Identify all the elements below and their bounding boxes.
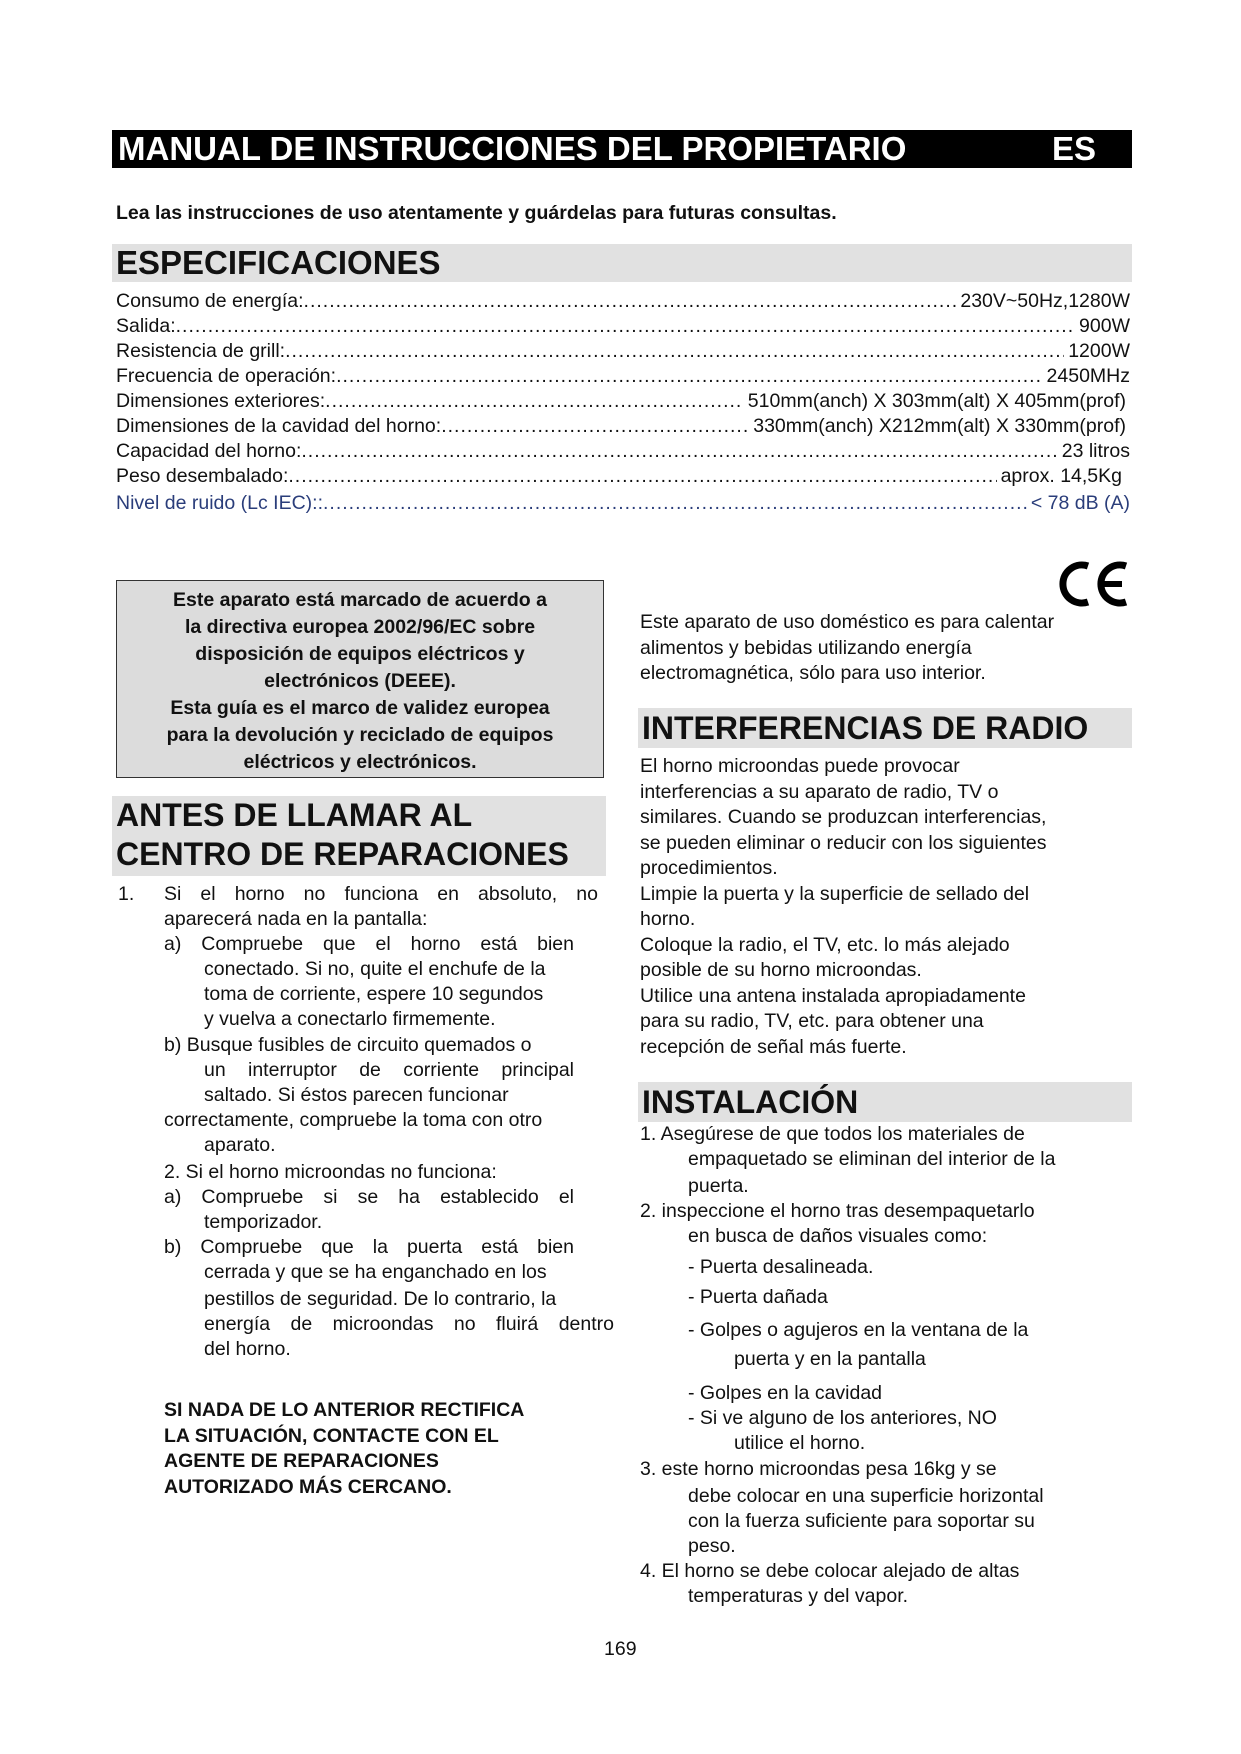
ce-mark-icon	[1052, 556, 1132, 612]
list-item: con la fuerza suficiente para soportar su	[688, 1510, 1035, 1532]
weee-line: Este aparato está marcado de acuerdo a	[173, 589, 547, 611]
list-item: - Puerta desalineada.	[688, 1256, 874, 1278]
list-item: empaquetado se eliminan del interior de la	[688, 1148, 1056, 1170]
spec-value: 510mm(anch) X 303mm(alt) X 405mm(prof)	[747, 390, 1126, 412]
list-item: Si el horno no funciona en absoluto, no	[164, 883, 598, 905]
list-item: toma de corriente, espere 10 segundos	[204, 983, 544, 1005]
list-item: en busca de daños visuales como:	[688, 1225, 988, 1247]
specs-heading: ESPECIFICACIONES	[112, 244, 1132, 282]
spec-label: Dimensiones de la cavidad del horno:	[116, 415, 442, 437]
spec-label: Salida:	[116, 315, 176, 337]
spec-row	[116, 364, 1130, 389]
list-item: puerta y en la pantalla	[734, 1348, 926, 1370]
weee-line: disposición de equipos eléctricos y	[195, 643, 525, 665]
list-item: saltado. Si éstos parecen funcionar	[204, 1084, 509, 1106]
list-item: b) Busque fusibles de circuito quemados o	[164, 1034, 532, 1056]
list-item: - Si ve alguno de los anteriores, NO	[688, 1407, 997, 1429]
spec-label: Resistencia de grill:	[116, 340, 286, 362]
spec-value: < 78 dB (A)	[1030, 492, 1130, 514]
spec-value: 2450MHz	[1046, 365, 1130, 387]
spec-label: Consumo de energía:	[116, 290, 304, 312]
list-item: - Golpes en la cavidad	[688, 1382, 883, 1404]
list-item: temperaturas y del vapor.	[688, 1585, 909, 1607]
list-item: del horno.	[204, 1338, 291, 1360]
list-item: 3. este horno microondas pesa 16kg y se	[640, 1458, 997, 1480]
list-item: 1. Asegúrese de que todos los materiales de	[640, 1123, 1025, 1145]
spec-value: 230V~50Hz,1280W	[960, 290, 1130, 312]
list-item: y vuelva a conectarlo firmemente.	[204, 1008, 496, 1030]
weee-line: electrónicos (DEEE).	[264, 670, 456, 692]
list-item: 1.	[118, 883, 135, 905]
radio-heading: INTERFERENCIAS DE RADIO	[638, 708, 1132, 748]
page-title: MANUAL DE INSTRUCCIONES DEL PROPIETARIO	[118, 130, 907, 167]
spec-row	[116, 289, 1130, 314]
spec-value: 330mm(anch) X212mm(alt) X 330mm(prof)	[753, 415, 1126, 437]
weee-line: la directiva europea 2002/96/EC sobre	[184, 616, 536, 638]
spec-row	[116, 464, 1122, 489]
list-item: conectado. Si no, quite el enchufe de la	[204, 958, 546, 980]
spec-label: Nivel de ruido (Lc IEC)::	[116, 492, 323, 514]
spec-label: Capacidad del horno:	[116, 440, 302, 462]
list-item: a) Compruebe que el horno está bien	[164, 933, 574, 955]
domestic-use-text: Este aparato de uso doméstico es para calentar alimentos y bebidas utilizando energía electromagnética, sólo para uso interior.	[640, 611, 1055, 684]
spec-label: Dimensiones exteriores:	[116, 390, 326, 412]
weee-line: Esta guía es el marco de validez europea	[170, 697, 550, 719]
weee-line: para la devolución y reciclado de equipos	[166, 724, 554, 746]
list-item: - Puerta dañada	[688, 1286, 828, 1308]
spec-row	[116, 314, 1130, 339]
list-item: aparato.	[204, 1134, 276, 1156]
list-item: aparecerá nada en la pantalla:	[164, 908, 428, 930]
antes-heading: ANTES DE LLAMAR AL CENTRO DE REPARACIONES	[112, 796, 606, 876]
spec-row	[116, 414, 1126, 439]
spec-value: 1200W	[1068, 340, 1130, 362]
list-item: cerrada y que se ha enganchado en los	[204, 1261, 547, 1283]
spec-row-noise	[116, 491, 1130, 516]
weee-notice-box	[116, 580, 604, 778]
intro-text: Lea las instrucciones de uso atentamente y guárdelas para futuras consultas.	[116, 202, 837, 224]
list-item: pestillos de seguridad. De lo contrario, la	[204, 1288, 557, 1310]
spec-row	[116, 389, 1126, 414]
spec-value: aprox. 14,5Kg	[1000, 465, 1122, 487]
list-item: b) Compruebe que la puerta está bien	[164, 1236, 574, 1258]
page-title-bar	[112, 130, 1132, 168]
spec-row	[116, 439, 1130, 464]
spec-value: 23 litros	[1061, 440, 1130, 462]
list-item: 4. El horno se debe colocar alejado de altas	[640, 1560, 1020, 1582]
spec-label: Peso desembalado:	[116, 465, 289, 487]
list-item: a) Compruebe si se ha establecido el	[164, 1186, 574, 1208]
list-item: correctamente, compruebe la toma con otro	[164, 1109, 543, 1131]
list-item: un interruptor de corriente principal	[204, 1059, 574, 1081]
language-code: ES	[1052, 130, 1097, 167]
list-item: peso.	[688, 1535, 736, 1557]
spec-row	[116, 339, 1130, 364]
spec-label: Frecuencia de operación:	[116, 365, 337, 387]
list-item: temporizador.	[204, 1211, 323, 1233]
list-item: debe colocar en una superficie horizontal	[688, 1485, 1044, 1507]
radio-text: El horno microondas puede provocar interferencias a su aparato de radio, TV o similares. Cuando se produzcan interferencias, se pueden eliminar o reducir con los siguientes procedimientos. Limpie la puerta y la superficie de sellado del horno. Coloque la radio, el TV, etc. lo más alejado posible de su horno microondas. Utilice una antena instalada apropiadamente para su radio, TV, etc. para obtener una recepción de señal más fuerte.	[640, 755, 1047, 1058]
list-item: energía de microondas no fluirá dentro	[204, 1313, 614, 1335]
list-item: utilice el horno.	[734, 1432, 866, 1454]
list-item: 2. inspeccione el horno tras desempaquetarlo	[640, 1200, 1035, 1222]
spec-value: 900W	[1079, 315, 1130, 337]
list-item: - Golpes o agujeros en la ventana de la	[688, 1319, 1029, 1341]
warning-text: SI NADA DE LO ANTERIOR RECTIFICA LA SITUACIÓN, CONTACTE CON EL AGENTE DE REPARACIONES AUTORIZADO MÁS CERCANO.	[164, 1399, 525, 1498]
page-number: 169	[604, 1638, 637, 1660]
list-item: 2. Si el horno microondas no funciona:	[164, 1161, 497, 1183]
list-item: puerta.	[688, 1175, 749, 1197]
weee-line: eléctricos y electrónicos.	[243, 751, 477, 773]
instalacion-heading: INSTALACIÓN	[638, 1082, 1132, 1122]
